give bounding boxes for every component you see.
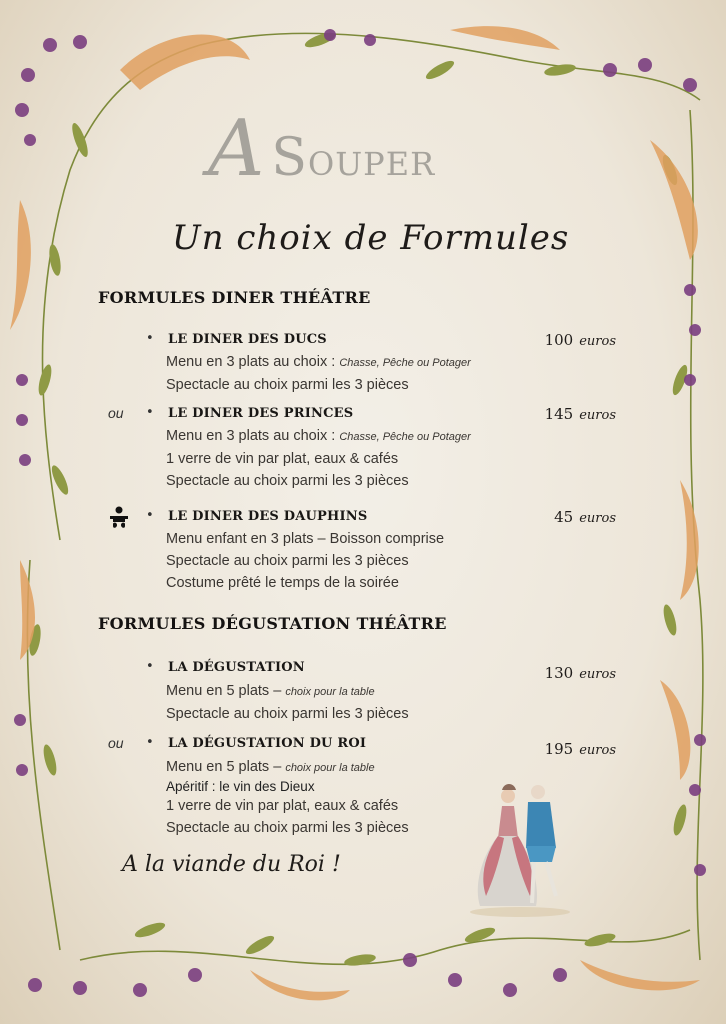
line-text: 1 verre de vin par plat, eaux & cafés xyxy=(166,451,399,467)
item-description xyxy=(166,528,444,594)
line-note: Chasse, Pêche ou Potager xyxy=(339,431,471,443)
line-note: Chasse, Pêche ou Potager xyxy=(339,357,471,369)
line-text: Spectacle au choix parmi les 3 pièces xyxy=(166,553,409,569)
description-line xyxy=(166,425,471,448)
price-currency: euros xyxy=(579,511,616,526)
line-text: Spectacle au choix parmi les 3 pièces xyxy=(166,473,409,489)
item-price xyxy=(545,405,616,423)
bullet-icon: • xyxy=(146,508,154,523)
line-text: Menu en 5 plats – xyxy=(166,759,286,775)
description-line xyxy=(166,817,409,839)
line-text: Apéritif : le vin des Dieux xyxy=(166,779,315,794)
item-name: LA DÉGUSTATION DU ROI xyxy=(168,736,367,751)
line-text: Menu enfant en 3 plats – Boisson comprise xyxy=(166,531,445,547)
description-line xyxy=(166,795,409,817)
item-price xyxy=(545,331,616,349)
item-name: LE DINER DES PRINCES xyxy=(168,406,354,421)
description-line xyxy=(166,470,471,492)
price-value: 100 xyxy=(544,331,574,349)
bullet-icon: • xyxy=(146,735,154,750)
title-rest: OUPER xyxy=(307,145,436,183)
description-line xyxy=(166,703,409,725)
item-description xyxy=(166,680,409,725)
description-line xyxy=(166,572,444,594)
price-currency: euros xyxy=(579,743,616,758)
item-description xyxy=(166,425,471,492)
item-name: LE DINER DES DAUPHINS xyxy=(168,509,368,524)
description-line xyxy=(166,448,471,470)
description-line xyxy=(166,550,444,572)
line-text: Spectacle au choix parmi les 3 pièces xyxy=(166,377,409,393)
line-text: Menu en 5 plats – xyxy=(166,683,286,699)
title-initial-a: A xyxy=(208,104,266,194)
page-subtitle: Un choix de Formules xyxy=(172,218,570,258)
line-text: Costume prêté le temps de la soirée xyxy=(166,575,399,591)
bullet-icon: • xyxy=(146,331,154,346)
description-line xyxy=(166,757,409,779)
item-description xyxy=(166,351,471,396)
price-currency: euros xyxy=(579,667,616,682)
line-text: Menu en 3 plats au choix : xyxy=(166,354,340,370)
price-value: 130 xyxy=(544,664,574,682)
price-value: 45 xyxy=(554,508,574,526)
item-name: LA DÉGUSTATION xyxy=(168,660,305,675)
description-line xyxy=(166,680,409,703)
line-note: choix pour la table xyxy=(285,762,375,774)
line-note: choix pour la table xyxy=(285,686,375,698)
dancing-couple-illustration xyxy=(460,778,580,918)
item-prefix: ou xyxy=(108,735,124,751)
price-value: 145 xyxy=(544,405,574,423)
description-line xyxy=(166,779,409,795)
description-line xyxy=(166,374,471,396)
page-title xyxy=(208,104,435,194)
description-line xyxy=(166,528,444,550)
line-text: Menu en 3 plats au choix : xyxy=(166,428,340,444)
footer-tagline: A la viande du Roi ! xyxy=(122,852,341,877)
item-prefix: ou xyxy=(108,405,124,421)
line-text: 1 verre de vin par plat, eaux & cafés xyxy=(166,798,399,814)
description-line xyxy=(166,351,471,374)
item-description xyxy=(166,757,409,839)
section-title-diner: FORMULES DINER THÉÂTRE xyxy=(98,288,371,307)
item-price xyxy=(545,740,616,758)
line-text: Spectacle au choix parmi les 3 pièces xyxy=(166,820,409,836)
item-name: LE DINER DES DUCS xyxy=(168,332,327,347)
price-currency: euros xyxy=(579,408,616,423)
item-price xyxy=(545,664,616,682)
section-title-degustation: FORMULES DÉGUSTATION THÉÂTRE xyxy=(98,614,447,633)
item-price xyxy=(554,508,616,526)
baby-icon xyxy=(108,506,130,532)
price-currency: euros xyxy=(579,334,616,349)
price-value: 195 xyxy=(544,740,574,758)
bullet-icon: • xyxy=(146,659,154,674)
bullet-icon: • xyxy=(146,405,154,420)
line-text: Spectacle au choix parmi les 3 pièces xyxy=(166,706,409,722)
title-initial-s: S xyxy=(271,128,308,188)
